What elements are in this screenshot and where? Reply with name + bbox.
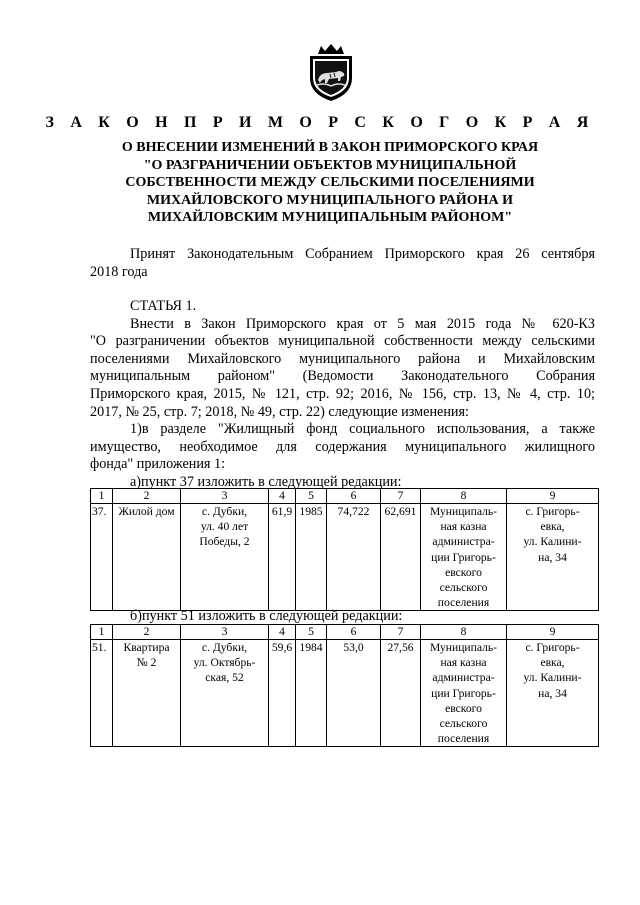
article-intro-line: 2017, № 25, стр. 7; 2018, № 49, стр. 22) следующие изменения: xyxy=(90,403,469,420)
table-cell-line: 1985 xyxy=(299,505,323,518)
table-cell-line: 1984 xyxy=(299,641,323,654)
table-cell xyxy=(113,504,181,611)
table-cell-line: ная казна xyxy=(440,656,487,670)
table-cell-line: Муниципаль- xyxy=(429,505,498,518)
table-cell-line: евка, xyxy=(540,520,565,534)
item-b-line: б)пункт 51 изложить в следующей редакции: xyxy=(130,608,403,624)
table-cell-line: ская, 52 xyxy=(205,671,244,685)
table-header-cell: 5 xyxy=(296,625,327,640)
item1-line: имущество, необходимое для содержания муниципального жилищного xyxy=(90,438,595,455)
item-a-line: а)пункт 37 изложить в следующей редакции: xyxy=(130,473,402,490)
table-cell-line: евка, xyxy=(540,656,565,670)
table-header-cell: 6 xyxy=(327,625,381,640)
table-header-cell: 4 xyxy=(269,625,296,640)
table-cell-line: Жилой дом xyxy=(118,505,175,518)
table-cell-line: с. Григорь- xyxy=(525,505,580,518)
table-item-51 xyxy=(90,624,599,747)
article-intro-line: Приморского края, 2015, № 121, стр. 92; 2016, № 156, стр. 13, № 4, стр. 10; xyxy=(90,385,595,402)
table-cell xyxy=(113,640,181,747)
table-header-cell: 8 xyxy=(421,489,507,504)
table-cell xyxy=(421,640,507,747)
table-row xyxy=(91,504,599,611)
table-cell xyxy=(381,640,421,747)
table-cell-line: евского xyxy=(445,701,482,715)
table-header-cell: 9 xyxy=(507,489,599,504)
table-header-row xyxy=(91,489,599,504)
coat-of-arms-emblem xyxy=(305,44,357,102)
subtitle-line: СОБСТВЕННОСТИ МЕЖДУ СЕЛЬСКИМИ ПОСЕЛЕНИЯМИ xyxy=(125,175,535,190)
table-cell-line: Муниципаль- xyxy=(429,641,498,654)
article-intro-line: поселениями Михайловского муниципального района и Михайловским xyxy=(90,350,595,367)
table-header-cell: 5 xyxy=(296,489,327,504)
table-cell-line: № 2 xyxy=(136,656,157,670)
article-intro-line: "О разграничении объектов муниципальной собственности между сельскими xyxy=(90,333,595,350)
table-cell-line: ции Григорь- xyxy=(431,686,496,700)
table-header-cell: 7 xyxy=(381,625,421,640)
law-title: З А К О Н П Р И М О Р С К О Г О К Р А Я xyxy=(45,114,595,131)
table-cell xyxy=(181,640,269,747)
article-heading: СТАТЬЯ 1. xyxy=(130,298,197,314)
table-header-cell: 1 xyxy=(91,489,113,504)
table-cell-line: с. Григорь- xyxy=(525,641,580,654)
adoption-paragraph xyxy=(90,246,595,281)
table-cell-line: 62,691 xyxy=(384,505,417,518)
table-cell xyxy=(421,504,507,611)
table-row xyxy=(91,640,599,747)
table-cell xyxy=(269,640,296,747)
subtitle-line: МИХАЙЛОВСКИМ МУНИЦИПАЛЬНЫМ РАЙОНОМ" xyxy=(147,210,513,225)
table-cell-line: Квартира xyxy=(123,641,170,654)
item1-line: 1)в разделе "Жилищный фонд социального использования, а также xyxy=(130,421,595,438)
table-cell-line: 61,9 xyxy=(271,505,293,518)
adoption-line: Принят Законодательным Собранием Приморского края 26 сентября xyxy=(130,246,595,262)
table-cell xyxy=(296,640,327,747)
table-cell-line: 74,722 xyxy=(337,505,370,518)
table-header-cell: 4 xyxy=(269,489,296,504)
table-header-cell: 8 xyxy=(421,625,507,640)
table-header-row xyxy=(91,625,599,640)
table-cell xyxy=(327,640,381,747)
table-cell-line: на, 34 xyxy=(538,686,567,700)
table-cell-line: 51. xyxy=(92,641,107,654)
law-subtitle xyxy=(100,139,560,227)
table-cell-line: ная казна xyxy=(440,520,487,534)
table-cell xyxy=(181,504,269,611)
table-cell-line: с. Дубки, xyxy=(201,641,248,654)
table-header-cell: 6 xyxy=(327,489,381,504)
table-cell xyxy=(91,640,113,747)
table-cell xyxy=(296,504,327,611)
table-cell-line: Победы, 2 xyxy=(199,535,250,549)
table-cell-line: на, 34 xyxy=(538,550,567,564)
table-header-cell: 2 xyxy=(113,625,181,640)
table-cell-line: администра- xyxy=(432,535,495,549)
table-cell-line: 37. xyxy=(92,505,107,518)
table-header-cell: 3 xyxy=(181,625,269,640)
table-cell xyxy=(327,504,381,611)
article-intro-line: Внести в Закон Приморского края от 5 мая 2015 года № 620-КЗ xyxy=(130,315,595,332)
subtitle-line: О ВНЕСЕНИИ ИЗМЕНЕНИЙ В ЗАКОН ПРИМОРСКОГО КРАЯ xyxy=(121,140,539,155)
table-cell-line: ул. Калини- xyxy=(523,671,582,685)
table-cell-line: евского xyxy=(445,565,482,579)
table-header-cell: 2 xyxy=(113,489,181,504)
table-cell-line: сельского xyxy=(439,717,488,731)
table-header-cell: 9 xyxy=(507,625,599,640)
table-cell xyxy=(381,504,421,611)
table-cell-line: ул. 40 лет xyxy=(200,520,249,534)
table-cell xyxy=(507,640,599,747)
table-cell xyxy=(507,504,599,611)
table-cell-line: сельского xyxy=(439,581,488,595)
table-cell xyxy=(269,504,296,611)
article-block xyxy=(90,298,595,492)
table-cell-line: администра- xyxy=(432,671,495,685)
table-cell-line: ул. Калини- xyxy=(523,535,582,549)
table-cell-line: 27,56 xyxy=(387,641,414,654)
table-header-cell: 7 xyxy=(381,489,421,504)
table-cell-line: с. Дубки, xyxy=(201,505,248,518)
subtitle-line: "О РАЗГРАНИЧЕНИИ ОБЪЕКТОВ МУНИЦИПАЛЬНОЙ xyxy=(143,157,517,173)
table-cell-line: поселения xyxy=(437,596,490,610)
table-cell-line: ул. Октябрь- xyxy=(193,656,256,670)
table-cell xyxy=(91,504,113,611)
adoption-line: 2018 года xyxy=(90,263,148,280)
table-cell-line: 59,6 xyxy=(271,641,293,654)
subtitle-line: МИХАЙЛОВСКОГО МУНИЦИПАЛЬНОГО РАЙОНА И xyxy=(146,192,514,208)
item1-line: фонда" приложения 1: xyxy=(90,456,226,473)
article-intro-line: муниципальным районом" (Ведомости Законодательного Собрания xyxy=(90,368,595,385)
table-item-37 xyxy=(90,488,599,611)
item-b-paragraph xyxy=(90,608,595,626)
table-cell-line: ции Григорь- xyxy=(431,550,496,564)
table-cell-line: поселения xyxy=(437,732,490,746)
table-header-cell: 3 xyxy=(181,489,269,504)
table-cell-line: 53,0 xyxy=(343,641,364,654)
table-header-cell: 1 xyxy=(91,625,113,640)
